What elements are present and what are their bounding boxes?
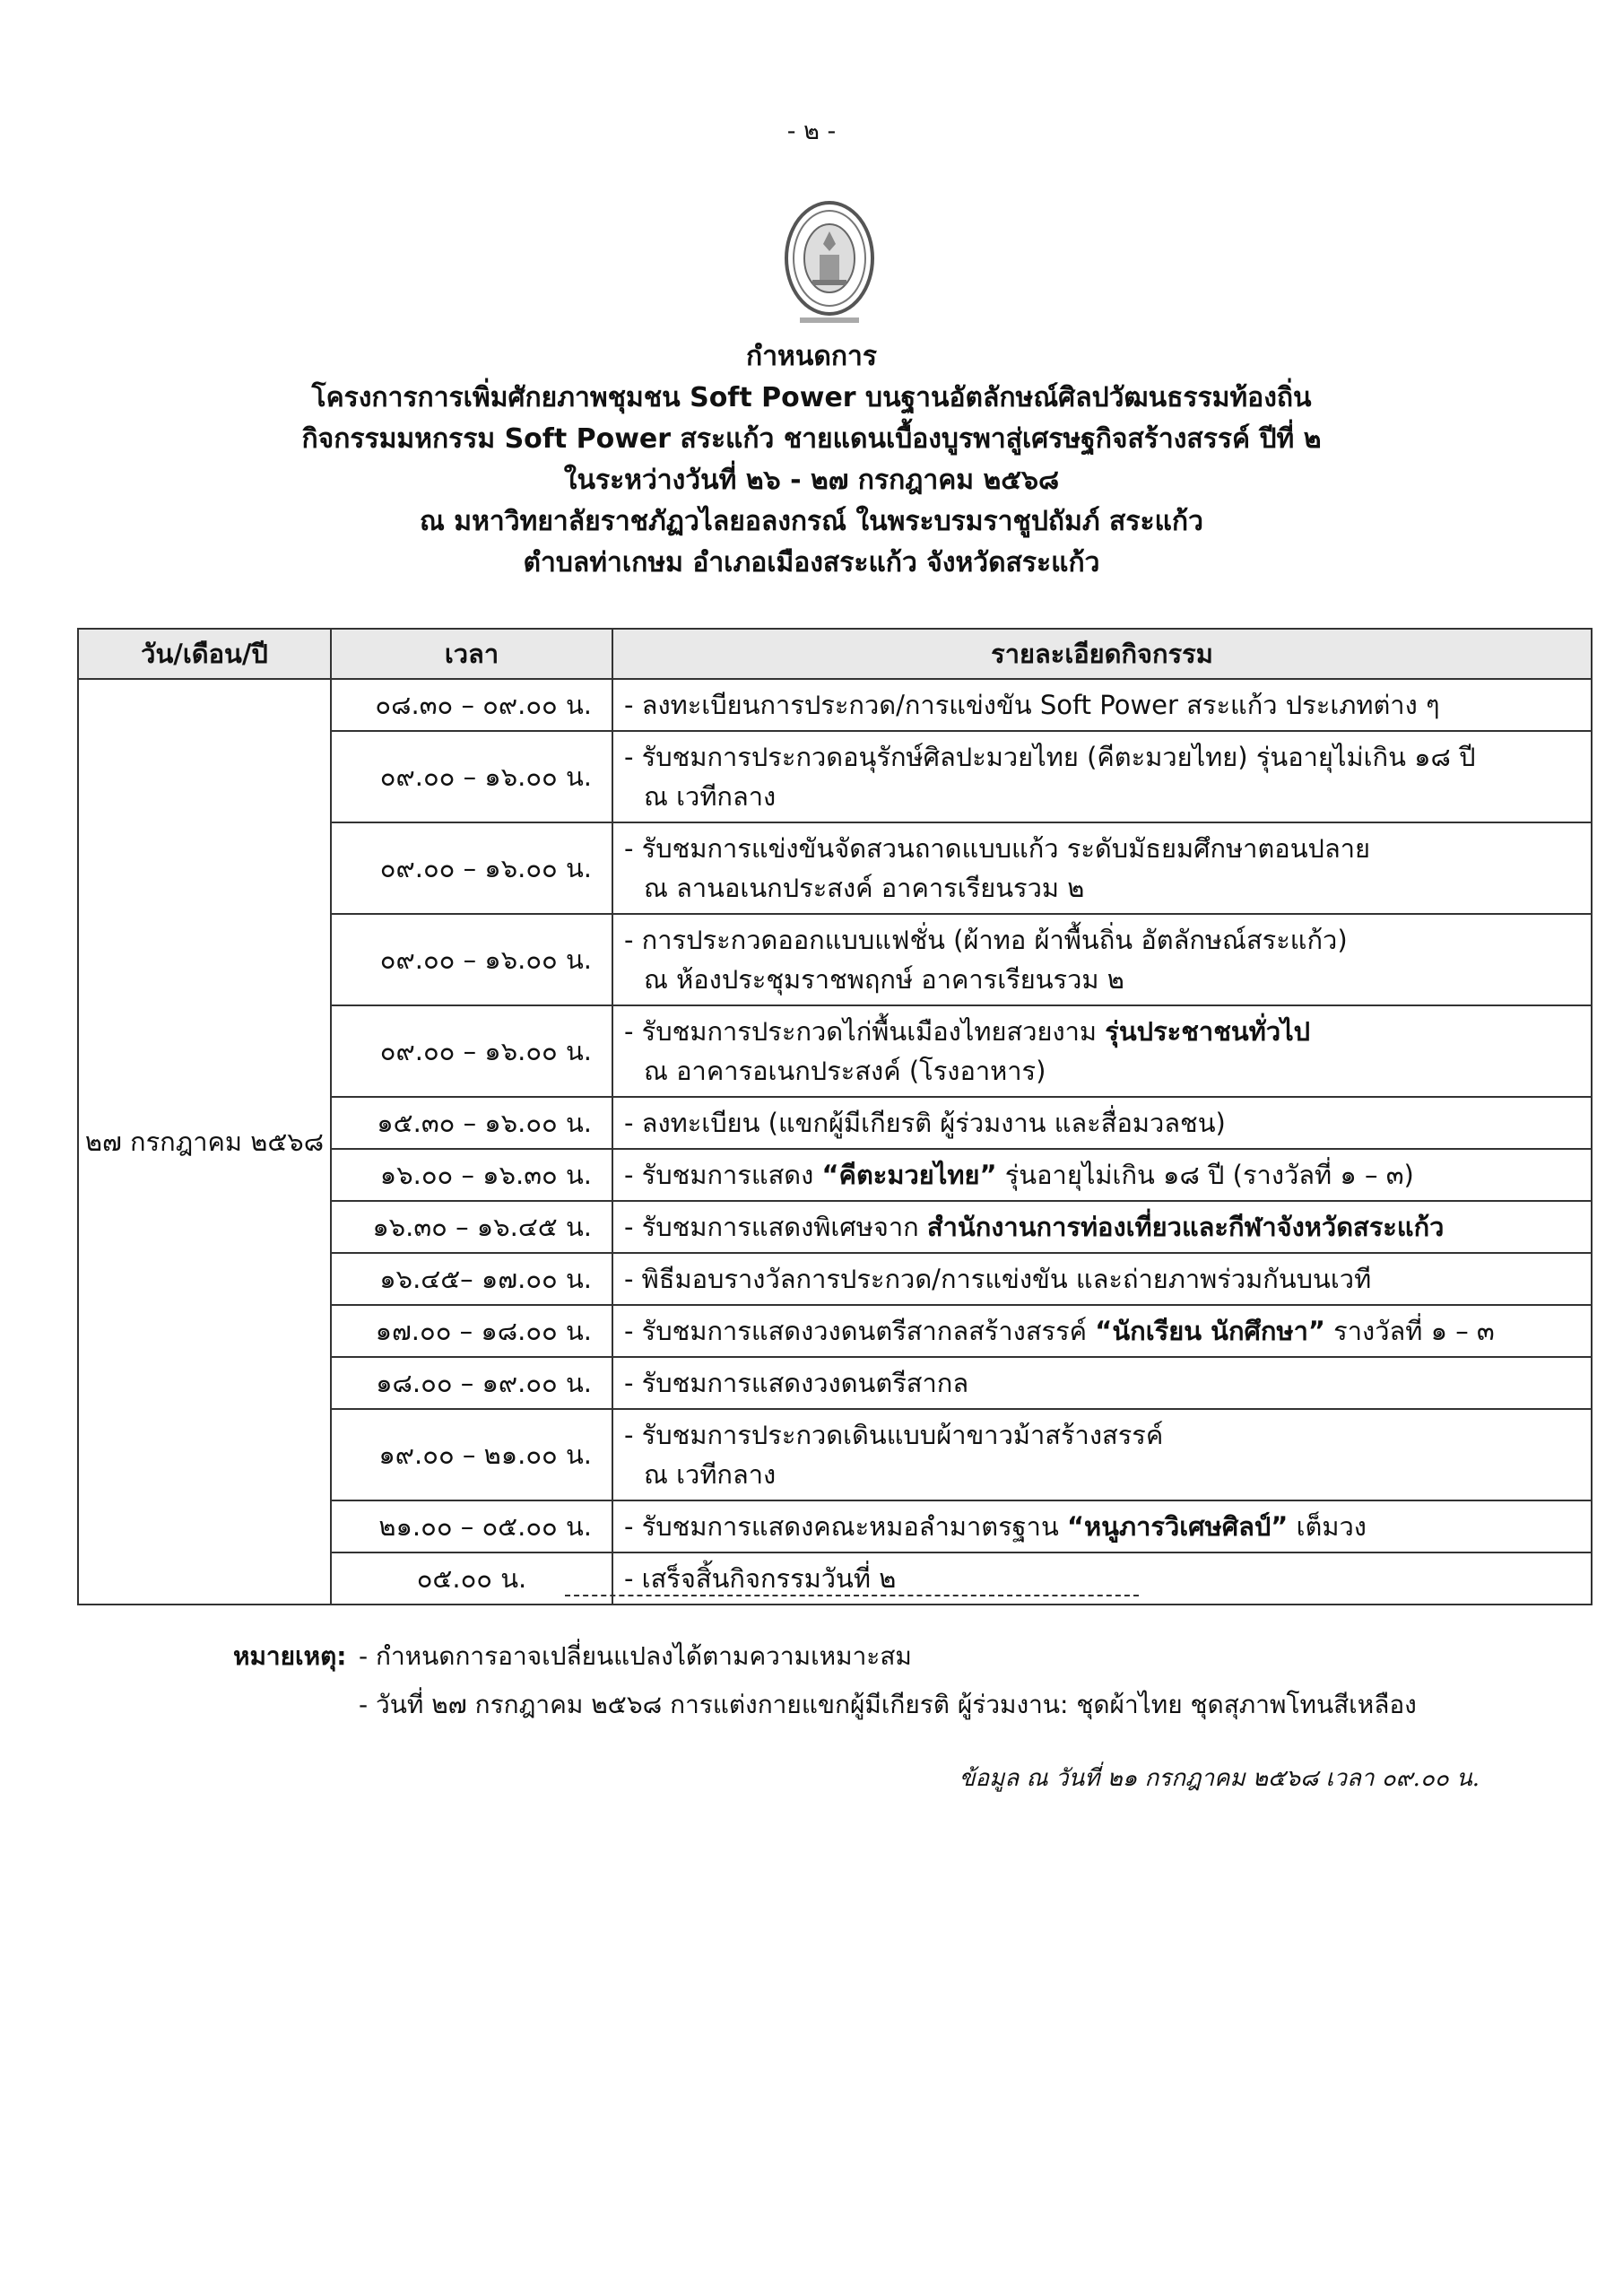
time-cell: ๐๘.๓๐ – ๐๙.๐๐ น.: [331, 679, 612, 731]
detail-location: ณ เวทีกลาง: [644, 781, 777, 812]
detail-line: [624, 1311, 1591, 1351]
detail-cell: [612, 1149, 1592, 1201]
section-divider: [565, 1595, 1139, 1596]
detail-text: - รับชมการแสดงคณะหมอลำมาตรฐาน: [624, 1511, 1067, 1542]
detail-location: ณ เวทีกลาง: [644, 1459, 777, 1490]
note-item: - วันที่ ๒๗ กรกฎาคม ๒๕๖๘ การแต่งกายแขกผู้มีเกียรติ ผู้ร่วมงาน: ชุดผ้าไทย ชุดสุภาพโทนสีเหลือง: [359, 1690, 1417, 1719]
detail-line: - รับชมการแสดงวงดนตรีสากล: [624, 1368, 969, 1398]
detail-emphasis: “นักเรียน นักศึกษา”: [1095, 1316, 1325, 1346]
detail-line: [624, 1507, 1591, 1546]
time-cell: ๐๙.๐๐ – ๑๖.๐๐ น.: [331, 1005, 612, 1097]
time-cell: ๐๙.๐๐ – ๑๖.๐๐ น.: [331, 914, 612, 1005]
time-cell: ๑๗.๐๐ – ๑๘.๐๐ น.: [331, 1305, 612, 1357]
detail-line: - รับชมการประกวดเดินแบบผ้าขาวม้าสร้างสรรค์: [624, 1420, 1164, 1450]
detail-location: ณ ห้องประชุมราชพฤกษ์ อาคารเรียนรวม ๒: [644, 964, 1124, 995]
document-title: กำหนดการ: [746, 341, 877, 372]
detail-line: - พิธีมอบรางวัลการประกวด/การแข่งขัน และถ่ายภาพร่วมกันบนเวที: [624, 1264, 1372, 1294]
detail-line: [624, 1207, 1591, 1247]
time-cell: ๑๙.๐๐ – ๒๑.๐๐ น.: [331, 1409, 612, 1500]
event-location: ตำบลท่าเกษม อำเภอเมืองสระแก้ว จังหวัดสระแก้ว: [523, 547, 1100, 578]
time-cell: ๑๖.๐๐ – ๑๖.๓๐ น.: [331, 1149, 612, 1201]
detail-cell: [612, 1201, 1592, 1253]
detail-cell: [612, 1500, 1592, 1552]
notes-label: หมายเหตุ:: [233, 1641, 347, 1671]
detail-cell: [612, 1305, 1592, 1357]
detail-text: - รับชมการประกวดไก่พื้นเมืองไทยสวยงาม: [624, 1016, 1106, 1047]
detail-cell: [612, 822, 1592, 914]
note-line: [233, 1632, 1417, 1681]
detail-cell: [612, 1357, 1592, 1409]
detail-cell: [612, 1409, 1592, 1500]
detail-line: - รับชมการประกวดอนุรักษ์ศิลปะมวยไทย (คีตะมวยไทย) รุ่นอายุไม่เกิน ๑๘ ปี: [624, 742, 1476, 772]
project-name: โครงการการเพิ่มศักยภาพชุมชน Soft Power บนฐานอัตลักษณ์ศิลปวัฒนธรรมท้องถิ่น: [311, 382, 1312, 413]
column-header-details: รายละเอียดกิจกรรม: [612, 629, 1592, 679]
data-as-of-note: ข้อมูล ณ วันที่ ๒๑ กรกฎาคม ๒๕๖๘ เวลา ๐๙.๐๐ น.: [959, 1765, 1480, 1792]
detail-text: - รับชมการแสดงพิเศษจาก: [624, 1212, 927, 1242]
table-header-row: [78, 629, 1592, 679]
detail-text: รุ่นอายุไม่เกิน ๑๘ ปี (รางวัลที่ ๑ – ๓): [996, 1160, 1414, 1190]
date-cell: ๒๗ กรกฎาคม ๒๕๖๘: [78, 679, 331, 1605]
time-cell: ๑๘.๐๐ – ๑๙.๐๐ น.: [331, 1357, 612, 1409]
detail-cell: [612, 1253, 1592, 1305]
detail-text: - รับชมการแสดง: [624, 1160, 822, 1190]
time-cell: ๐๙.๐๐ – ๑๖.๐๐ น.: [331, 731, 612, 822]
table-row: [78, 679, 1592, 731]
detail-cell: [612, 914, 1592, 1005]
event-venue: ณ มหาวิทยาลัยราชภัฏวไลยอลงกรณ์ ในพระบรมราชูปถัมภ์ สระแก้ว: [420, 506, 1203, 537]
detail-text: รางวัลที่ ๑ – ๓: [1324, 1316, 1495, 1346]
detail-cell: [612, 1552, 1592, 1605]
activity-name: กิจกรรมมหกรรม Soft Power สระแก้ว ชายแดนเบื้องบูรพาสู่เศรษฐกิจสร้างสรรค์ ปีที่ ๒: [301, 423, 1322, 455]
time-cell: ๒๑.๐๐ – ๐๕.๐๐ น.: [331, 1500, 612, 1552]
document-header: [0, 336, 1623, 584]
note-item: - กำหนดการอาจเปลี่ยนแปลงได้ตามความเหมาะสม: [359, 1641, 912, 1671]
time-cell: ๑๖.๔๕– ๑๗.๐๐ น.: [331, 1253, 612, 1305]
detail-text: - รับชมการแสดงวงดนตรีสากลสร้างสรรค์: [624, 1316, 1096, 1346]
detail-cell: [612, 731, 1592, 822]
detail-location: ณ ลานอเนกประสงค์ อาคารเรียนรวม ๒: [644, 873, 1085, 903]
time-cell: ๑๕.๓๐ – ๑๖.๐๐ น.: [331, 1097, 612, 1149]
detail-line: [624, 1155, 1591, 1195]
detail-line: - ลงทะเบียน (แขกผู้มีเกียรติ ผู้ร่วมงาน และสื่อมวลชน): [624, 1108, 1226, 1138]
university-seal-icon: [780, 197, 879, 332]
detail-emphasis: “คีตะมวยไทย”: [821, 1160, 997, 1190]
note-line: [233, 1681, 1417, 1729]
event-dates: ในระหว่างวันที่ ๒๖ - ๒๗ กรกฎาคม ๒๕๖๘: [563, 465, 1060, 496]
detail-emphasis: รุ่นประชาชนทั่วไป: [1105, 1016, 1311, 1047]
detail-cell: [612, 1005, 1592, 1097]
column-header-time: เวลา: [331, 629, 612, 679]
column-header-date: วัน/เดือน/ปี: [78, 629, 331, 679]
detail-line: - รับชมการแข่งขันจัดสวนถาดแบบแก้ว ระดับมัธยมศึกษาตอนปลาย: [624, 833, 1370, 864]
schedule-table: [77, 628, 1593, 1605]
detail-location: ณ อาคารอเนกประสงค์ (โรงอาหาร): [644, 1056, 1046, 1086]
detail-line: - การประกวดออกแบบแฟชั่น (ผ้าทอ ผ้าพื้นถิ่น อัตลักษณ์สระแก้ว): [624, 925, 1348, 955]
detail-cell: [612, 679, 1592, 731]
detail-cell: [612, 1097, 1592, 1149]
time-cell: ๑๖.๓๐ – ๑๖.๔๕ น.: [331, 1201, 612, 1253]
detail-line: - เสร็จสิ้นกิจกรรมวันที่ ๒: [624, 1563, 897, 1594]
detail-line: - ลงทะเบียนการประกวด/การแข่งขัน Soft Power สระแก้ว ประเภทต่าง ๆ: [624, 690, 1440, 720]
notes-section: [233, 1632, 1417, 1729]
time-cell: ๐๙.๐๐ – ๑๖.๐๐ น.: [331, 822, 612, 914]
detail-line: [624, 1012, 1591, 1051]
page-number: - ๒ -: [786, 117, 837, 145]
detail-emphasis: “หนูภารวิเศษศิลป์”: [1067, 1511, 1289, 1542]
detail-emphasis: สำนักงานการท่องเที่ยวและกีฬาจังหวัดสระแก้ว: [926, 1212, 1445, 1242]
time-cell: ๐๕.๐๐ น.: [331, 1552, 612, 1605]
detail-text: เต็มวง: [1288, 1511, 1367, 1542]
